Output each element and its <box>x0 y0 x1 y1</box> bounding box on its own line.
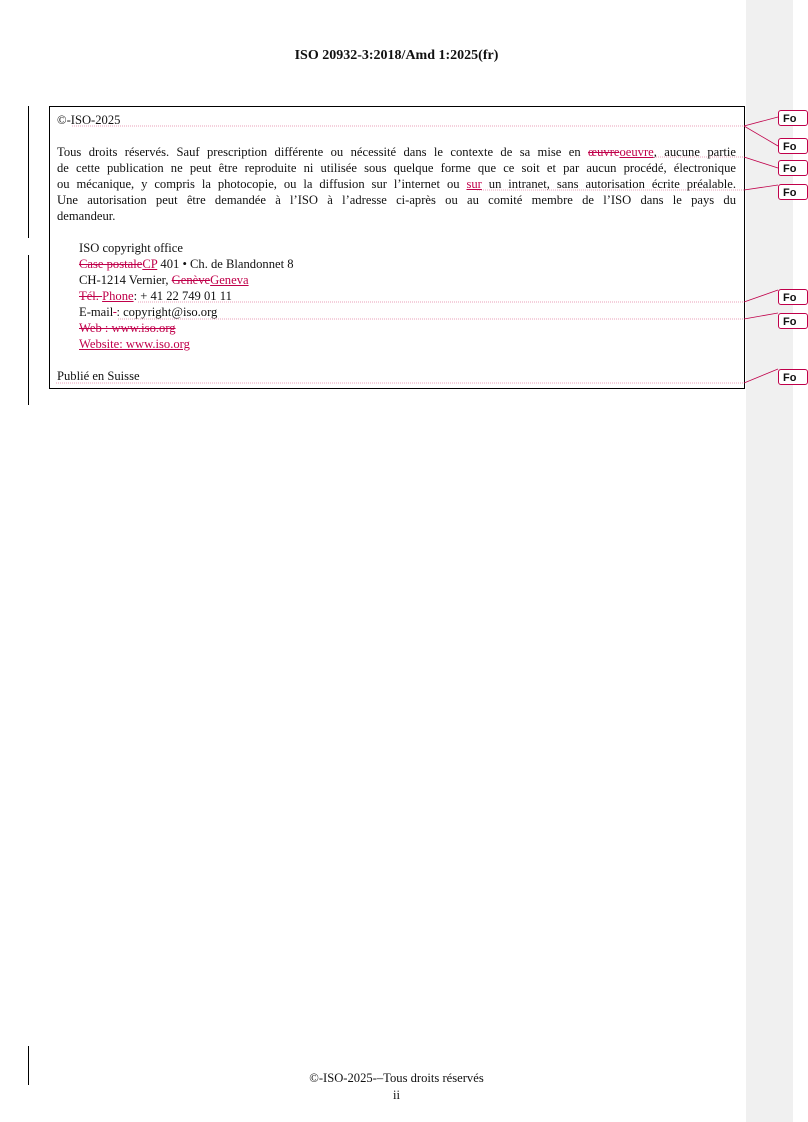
inserted-text: oeuvre <box>619 145 654 159</box>
paragraph-line: demandeur. <box>57 209 116 223</box>
footer-copyright: ©-ISO-2025-–Tous droits réservés <box>309 1071 484 1085</box>
text: ou mécanique, y compris la photocopie, ou la diffusion sur l’internet ou <box>57 177 467 191</box>
comment-balloon[interactable]: Fo <box>778 289 808 305</box>
address-city <box>79 272 758 288</box>
address-office: ISO copyright office <box>79 241 183 255</box>
address-email <box>79 304 758 320</box>
deleted-text: œuvre <box>588 145 620 159</box>
paragraph-line <box>57 144 736 160</box>
comment-balloon[interactable]: Fo <box>778 138 808 154</box>
inserted-text: CP <box>142 257 158 271</box>
text: E-mail <box>79 305 114 319</box>
deleted-text: Genève <box>171 273 211 287</box>
text: Tous droits réservés. Sauf prescription différente ou nécessité dans le contexte de sa mise en <box>57 145 588 159</box>
page-number: ii <box>393 1088 400 1102</box>
published-in: Publié en Suisse <box>57 369 140 383</box>
comment-balloon[interactable]: Fo <box>778 369 808 385</box>
inserted-text: Geneva <box>210 273 249 287</box>
paragraph-line: de cette publication ne peut être reproduite ni utilisée sous quelque forme que ce soit et par aucun procédé, électronique <box>57 161 736 175</box>
text: : copyright@iso.org <box>116 305 218 319</box>
comment-balloon[interactable]: Fo <box>778 313 808 329</box>
comment-balloon[interactable]: Fo <box>778 184 808 200</box>
inserted-text: Website: www.iso.org <box>79 337 190 351</box>
comment-balloon[interactable]: Fo <box>778 110 808 126</box>
paragraph-line <box>57 176 736 192</box>
text: , aucune partie <box>653 145 736 159</box>
deleted-text: Case postale <box>79 257 143 271</box>
copyright-line: ©-ISO-2025 <box>57 113 121 127</box>
document-title: ISO 20932-3:2018/Amd 1:2025(fr) <box>294 48 499 63</box>
inserted-text: sur <box>466 177 482 191</box>
address-web-deleted <box>79 320 758 336</box>
comment-balloon[interactable]: Fo <box>778 160 808 176</box>
address-web-inserted <box>79 336 758 352</box>
inserted-text: Phone <box>102 289 134 303</box>
text: CH-1214 Vernier, <box>79 273 172 287</box>
deleted-text: Web : www.iso.org <box>79 321 176 335</box>
address-box <box>79 256 758 272</box>
text: un intranet, sans autorisation écrite préalable. <box>481 177 736 191</box>
text: : + 41 22 749 01 11 <box>133 289 232 303</box>
address-phone <box>79 288 758 304</box>
deleted-text: Tél. <box>79 289 103 303</box>
text: 401 • Ch. de Blandonnet 8 <box>157 257 294 271</box>
paragraph-line: Une autorisation peut être demandée à l’ISO à l’adresse ci-après ou au comité membre de l’ISO dans le pays du <box>57 193 736 207</box>
